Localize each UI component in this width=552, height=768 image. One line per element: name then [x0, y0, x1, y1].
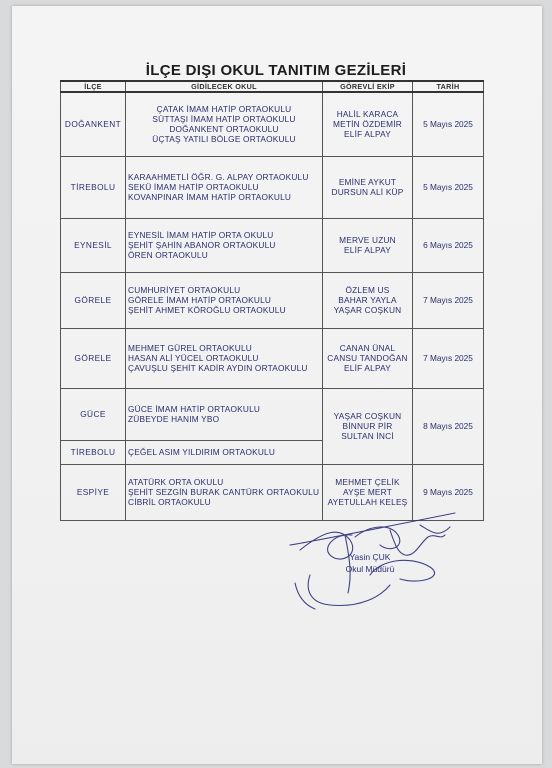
school-name: HASAN ALİ YÜCEL ORTAOKULU: [128, 352, 259, 363]
schedule-table: [60, 80, 484, 521]
team-cell: [323, 156, 413, 218]
date-cell: 7 Mayıs 2025: [413, 328, 484, 388]
handwritten-signature: [280, 505, 480, 615]
header-tarih: TARİH: [413, 81, 484, 92]
team-member: HALİL KARACA: [336, 108, 399, 119]
school-name: CUMHURİYET ORTAOKULU: [128, 284, 241, 295]
school-cell: [126, 92, 323, 156]
table-row: [61, 156, 484, 218]
team-member: CANAN ÜNAL: [339, 342, 396, 353]
table-header-row: [61, 81, 484, 92]
school-name: CİBRİL ORTAOKULU: [128, 497, 211, 508]
team-member: AYŞE MERT: [343, 486, 392, 497]
table-row: [61, 218, 484, 272]
signatory-title: Okul Müdürü: [345, 564, 395, 574]
school-name: ATATÜRK ORTA OKULU: [128, 476, 224, 487]
team-member: BAHAR YAYLA: [338, 294, 397, 305]
document-title: İLÇE DIŞI OKUL TANITIM GEZİLERİ: [145, 62, 407, 79]
team-member: MEHMET ÇELİK: [335, 476, 400, 487]
signatory-name: Yasin ÇUK: [349, 552, 391, 562]
table-row: [61, 92, 484, 156]
ilce-cell: ESPİYE: [61, 464, 126, 520]
ilce-cell: GÖRELE: [61, 272, 126, 328]
team-member: ELİF ALPAY: [344, 245, 391, 255]
school-name: GÜCE İMAM HATİP ORTAOKULU: [128, 403, 261, 414]
team-cell: [323, 388, 413, 464]
team-cell: [323, 92, 413, 156]
team-member: MERVE UZUN: [339, 234, 396, 245]
school-name: MEHMET GÜREL ORTAOKULU: [128, 342, 252, 353]
school-name: GÖRELE İMAM HATİP ORTAOKULU: [128, 294, 272, 305]
date-cell: 9 Mayıs 2025: [413, 464, 484, 520]
header-ilce: İLÇE: [61, 81, 126, 92]
team-member: SULTAN İNCİ: [341, 431, 394, 442]
ilce-cell: GÜCE: [61, 388, 126, 440]
table-row: [61, 328, 484, 388]
school-cell: [126, 388, 323, 440]
team-member: ELİF ALPAY: [344, 129, 391, 140]
ilce-cell: GÖRELE: [61, 328, 126, 388]
header-okul: GİDİLECEK OKUL: [126, 81, 323, 92]
team-cell: [323, 272, 413, 328]
team-member: YAŞAR COŞKUN: [333, 410, 402, 421]
school-name: ÖREN ORTAOKULU: [128, 250, 208, 261]
school-name: SÜTTAŞI İMAM HATİP ORTAOKULU: [152, 114, 296, 125]
ilce-cell: EYNESİL: [61, 218, 126, 272]
school-name: DOĞANKENT ORTAOKULU: [169, 124, 279, 135]
team-member: ELİF ALPAY: [344, 363, 391, 374]
date-cell: 7 Mayıs 2025: [413, 272, 484, 328]
school-name: ÇEĞEL ASIM YILDIRIM ORTAOKULU: [128, 446, 276, 457]
date-cell: 6 Mayıs 2025: [413, 218, 484, 272]
school-cell: [126, 156, 323, 218]
team-member: METİN ÖZDEMİR: [333, 119, 402, 130]
ilce-cell: TİREBOLU: [61, 156, 126, 218]
ilce-cell: TİREBOLU: [61, 440, 126, 464]
school-name: SEKÜ İMAM HATİP ORTAOKULU: [128, 181, 259, 192]
date-cell: 5 Mayıs 2025: [413, 156, 484, 218]
team-member: CANSU TANDOĞAN: [327, 352, 408, 363]
date-cell: 5 Mayıs 2025: [413, 92, 484, 156]
school-cell: [126, 218, 323, 272]
team-member: EMİNE AYKUT: [338, 176, 397, 187]
table-row: [61, 388, 484, 440]
school-name: ŞEHİT SEZGİN BURAK CANTÜRK ORTAOKULU: [128, 486, 320, 497]
team-cell: [323, 328, 413, 388]
school-name: EYNESİL İMAM HATİP ORTA OKULU: [128, 229, 274, 240]
school-name: ZÜBEYDE HANIM YBO: [128, 414, 220, 424]
school-name: ÇAVUŞLU ŞEHİT KADİR AYDIN ORTAOKULU: [128, 363, 308, 374]
date-cell: 8 Mayıs 2025: [413, 388, 484, 464]
team-member: YAŞAR COŞKUN: [333, 305, 402, 316]
team-member: BİNNUR PİR: [342, 420, 393, 431]
school-name: ÜÇTAŞ YATILI BÖLGE ORTAOKULU: [152, 134, 296, 145]
header-ekip: GÖREVLİ EKİP: [323, 81, 413, 92]
school-name: KOVANPINAR İMAM HATİP ORTAOKULU: [128, 192, 292, 203]
team-cell: [323, 218, 413, 272]
school-name: ŞEHİT ŞAHİN ABANOR ORTAOKULU: [128, 239, 276, 250]
table-row: [61, 272, 484, 328]
ilce-cell: DOĞANKENT: [61, 92, 126, 156]
school-cell: [126, 440, 323, 464]
school-name: ŞEHİT AHMET KÖROĞLU ORTAOKULU: [128, 305, 286, 316]
school-name: KARAAHMETLİ ÖĞR. G. ALPAY ORTAOKULU: [128, 171, 309, 182]
school-cell: [126, 328, 323, 388]
team-member: DURSUN ALİ KÜP: [331, 187, 404, 197]
team-member: AYETULLAH KELEŞ: [327, 497, 408, 508]
school-name: ÇATAK İMAM HATİP ORTAOKULU: [156, 103, 292, 114]
school-cell: [126, 272, 323, 328]
team-member: ÖZLEM US: [345, 284, 390, 295]
